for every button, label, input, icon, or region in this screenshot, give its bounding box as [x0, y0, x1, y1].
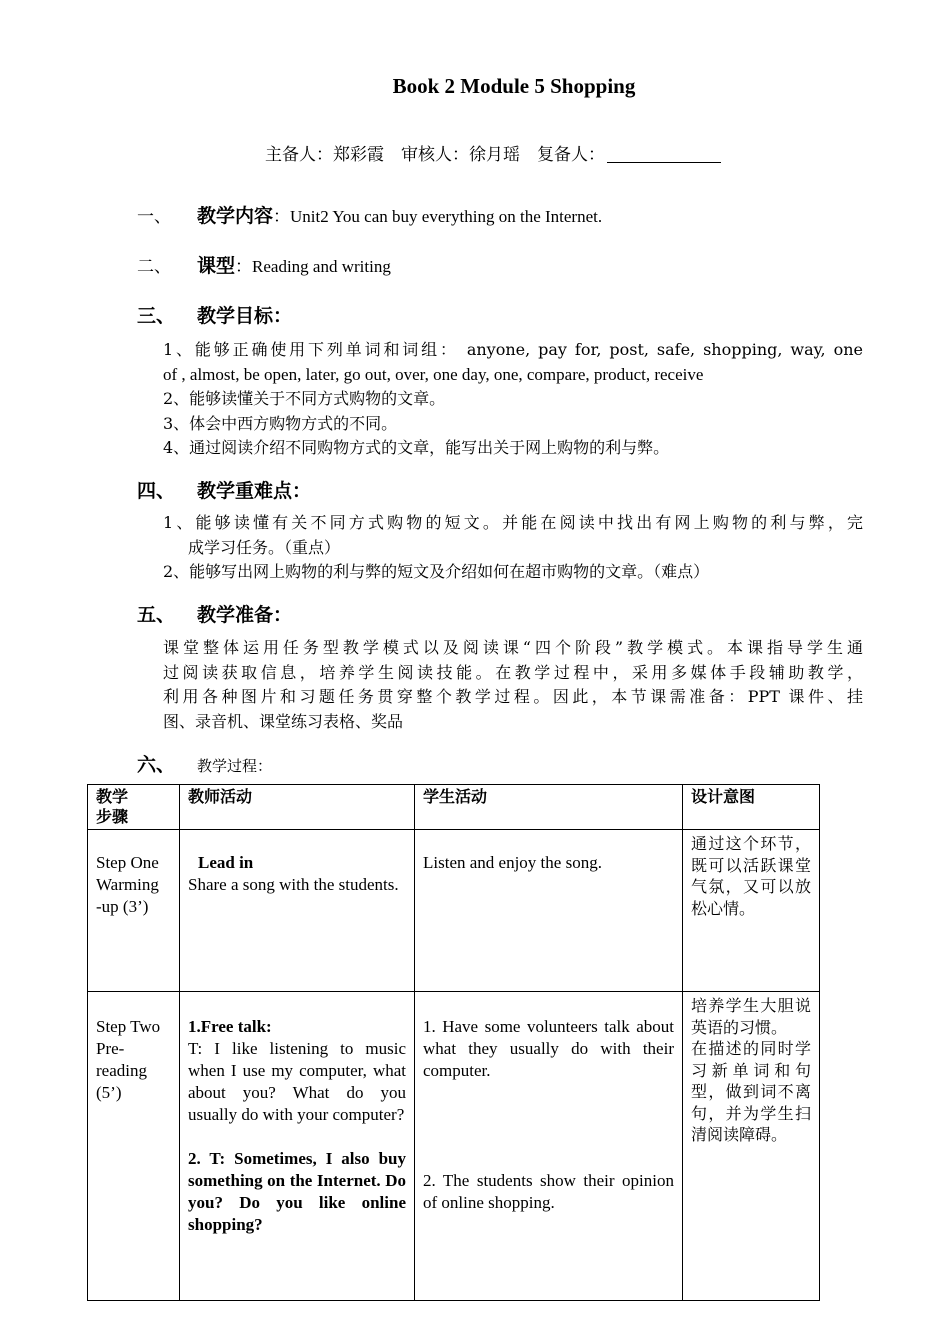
doc-title: Book 2 Module 5 Shopping — [392, 74, 636, 98]
section-5 — [137, 600, 292, 627]
section-2-heading: 课型 — [197, 255, 236, 277]
objective-3: 3、体会中西方购物方式的不同。 — [163, 413, 398, 433]
section-4-num: 四、 — [137, 480, 176, 502]
row2-student-2: 2. The students show their opinion of online shopping. — [423, 1171, 674, 1212]
section-3-heading: 教学目标： — [197, 305, 293, 327]
preparation-line-2: 过阅读获取信息，培养学生阅读技能。在教学过程中，采用多媒体手段辅助教学， — [163, 662, 863, 682]
row1-teacher — [180, 830, 415, 992]
section-4-heading: 教学重难点： — [197, 480, 312, 502]
objective-2: 2、能够读懂关于不同方式购物的文章。 — [163, 389, 446, 408]
header-teacher-text: 教师活动 — [188, 787, 253, 806]
preparation-paragraph — [163, 636, 863, 734]
row1-design — [683, 830, 820, 992]
section-5-heading: 教学准备： — [197, 604, 293, 626]
keypoints-list — [163, 511, 863, 585]
keypoint-2: 2、能够写出网上购物的利与弊的短文及介绍如何在超市购物的文章。（难点） — [163, 562, 710, 581]
row1-teacher-text: Share a song with the students. — [188, 875, 399, 894]
section-6-num: 六、 — [137, 754, 176, 776]
preparers-text: 主备人：郑彩霞 审核人：徐月瑶 复备人： — [265, 145, 605, 165]
row2-student — [415, 992, 683, 1301]
row2-teacher-bold: 2. T: Sometimes, I also buy something on the Internet. Do you? Do you like online shopping? — [188, 1149, 406, 1234]
row2-step — [88, 992, 180, 1301]
preparers-line — [265, 140, 721, 165]
section-5-num: 五、 — [137, 604, 176, 626]
keypoint-1a: 1、能够读懂有关不同方式购物的短文。并能在阅读中找出有网上购物的利与弊，完 — [163, 513, 863, 532]
lesson-table — [87, 784, 820, 1301]
keypoint-1b: 成学习任务。（重点） — [188, 537, 341, 557]
section-6-heading: 教学过程： — [197, 757, 273, 775]
row2-teacher-title: 1.Free talk: — [188, 1017, 272, 1036]
section-2-colon: ： — [235, 257, 253, 277]
header-design-text: 设计意图 — [691, 787, 756, 806]
row2-step-text: Step Two Pre- reading (5’) — [96, 1017, 161, 1102]
header-student — [415, 785, 683, 830]
header-step-text: 教学 步骤 — [96, 787, 129, 826]
section-1-value: Unit2 You can buy everything on the Internet. — [290, 207, 603, 226]
row2-design-2: 在描述的同时学习新单词和句型，做到词不离句，并为学生扫清阅读障碍。 — [691, 1039, 811, 1144]
preparation-line-3: 利用各种图片和习题任务贯穿整个教学过程。因此，本节课需准备：PPT 课件、挂 — [163, 687, 863, 706]
header-step — [88, 785, 180, 830]
table-row — [88, 992, 820, 1301]
section-2-num: 二、 — [137, 257, 171, 277]
preparation-line-4: 图、录音机、课堂练习表格、奖品 — [163, 711, 404, 731]
section-1-heading: 教学内容 — [197, 205, 274, 227]
section-2-value: Reading and writing — [252, 257, 391, 276]
row2-teacher — [180, 992, 415, 1301]
section-6 — [137, 750, 272, 777]
blank-line — [607, 148, 721, 163]
section-3-num: 三、 — [137, 305, 176, 327]
row2-student-1: 1. Have some volunteers talk about what they usually do with their computer. — [423, 1017, 674, 1080]
section-2 — [137, 251, 391, 278]
table-header-row — [88, 785, 820, 830]
header-student-text: 学生活动 — [423, 787, 488, 806]
header-teacher — [180, 785, 415, 830]
row1-teacher-title: Lead in — [198, 853, 254, 872]
table-row — [88, 830, 820, 992]
row1-student — [415, 830, 683, 992]
section-1 — [137, 201, 602, 228]
objective-4: 4、通过阅读介绍不同购物方式的文章，能写出关于网上购物的利与弊。 — [163, 438, 670, 457]
preparation-line-1: 课堂整体运用任务型教学模式以及阅读课“四个阶段”教学模式。本课指导学生通 — [163, 638, 863, 657]
objective-1b: of , almost, be open, later, go out, over, one day, one, compare, product, receive — [163, 364, 704, 384]
header-design — [683, 785, 820, 830]
row2-design — [683, 992, 820, 1301]
section-1-colon: ： — [273, 207, 291, 227]
row2-teacher-text: T: I like listening to music when I use my computer, what about you? What do you usually do with your computer? — [188, 1039, 406, 1124]
objective-1a: 1、能够正确使用下列单词和词组： anyone, pay for, post, safe, shopping, way, one — [163, 340, 863, 359]
row1-student-text: Listen and enjoy the song. — [423, 853, 602, 872]
objectives-list — [163, 338, 863, 461]
row2-design-1: 培养学生大胆说英语的习惯。 — [691, 996, 811, 1037]
section-1-num: 一、 — [137, 207, 171, 227]
section-4 — [137, 476, 311, 503]
section-3 — [137, 301, 292, 328]
row1-design-text: 通过这个环节，既可以活跃课堂气氛，又可以放松心情。 — [691, 834, 811, 918]
row1-step — [88, 830, 180, 992]
row1-step-text: Step One Warming -up (3’) — [96, 853, 159, 916]
